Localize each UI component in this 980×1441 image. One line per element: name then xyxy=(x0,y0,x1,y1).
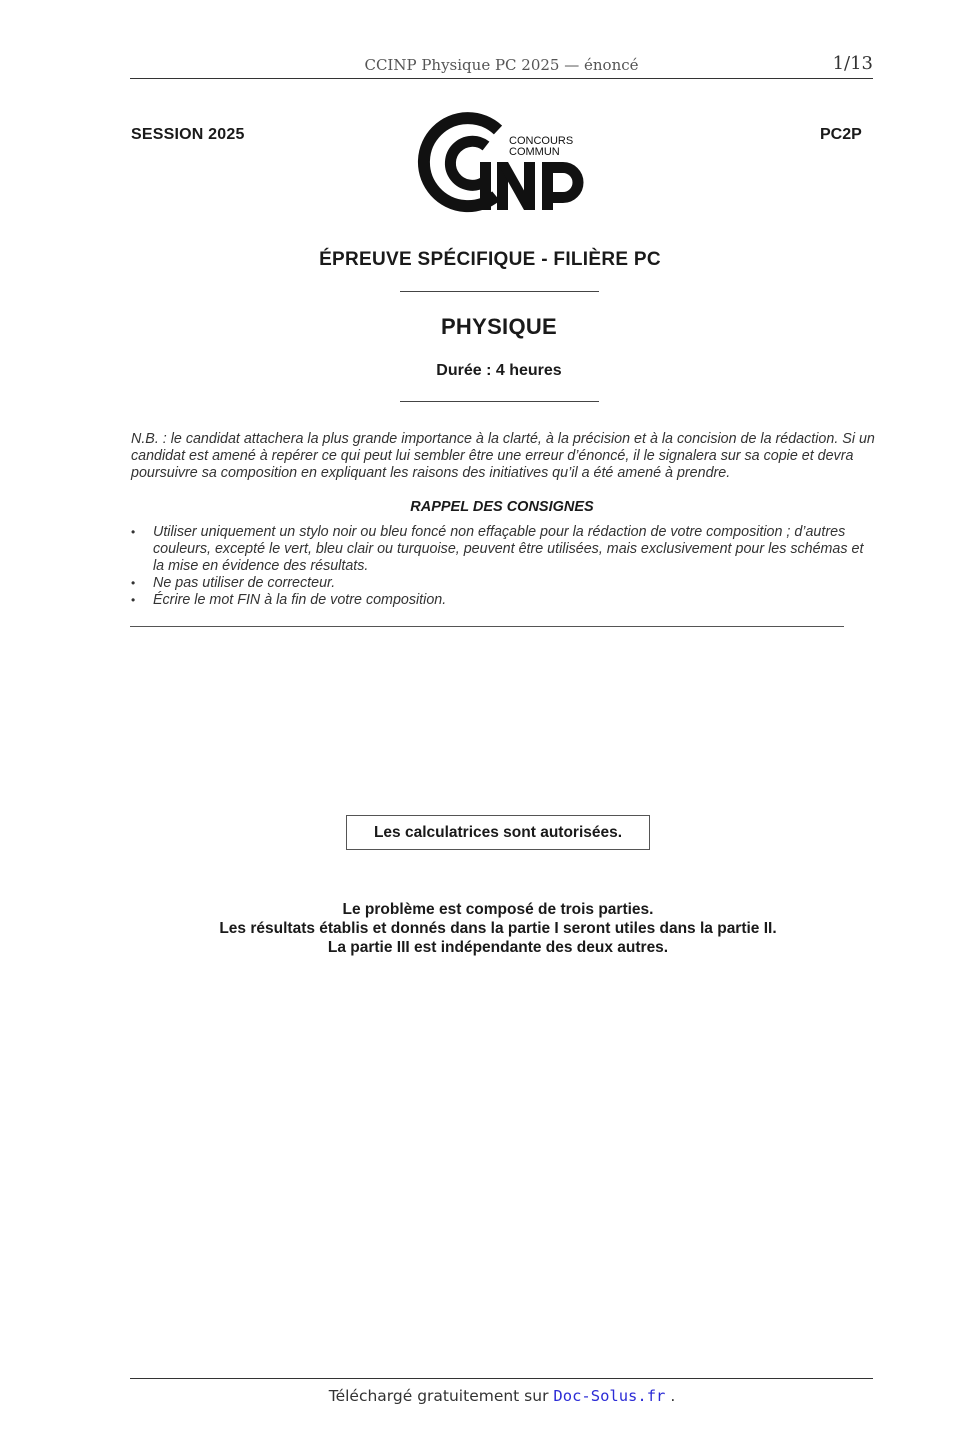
subject-title: PHYSIQUE xyxy=(440,314,558,339)
footer-link[interactable]: Doc-Solus.fr xyxy=(553,1387,666,1405)
nb-notice: N.B. : le candidat attachera la plus grande importance à la clarté, à la précision et à la concision de la rédaction. Si un candidat est amené à repérer ce qui peut lui sembler être une erreur d’énoncé, il le signalera sur sa copie et devra poursuivre sa composition en expliquant les raisons des initiatives qu’il a été amené à prendre. xyxy=(131,431,875,481)
duration: Durée : 4 heures xyxy=(436,362,562,379)
rules-end-rule xyxy=(130,626,844,627)
footer xyxy=(0,1387,980,1405)
title-separator xyxy=(400,291,599,292)
footer-suffix: . xyxy=(670,1387,676,1405)
ccinp-logo-graphic xyxy=(410,108,590,218)
problem-description xyxy=(0,900,980,957)
rules-list xyxy=(131,524,876,609)
footer-prefix: Téléchargé gratuitement sur xyxy=(328,1387,549,1405)
problem-line: Les résultats établis et donnés dans la partie I seront utiles dans la partie II. xyxy=(219,920,777,937)
epreuve-title: ÉPREUVE SPÉCIFIQUE - FILIÈRE PC xyxy=(319,249,661,270)
problem-line: Le problème est composé de trois parties. xyxy=(342,901,654,918)
exam-code: PC2P xyxy=(820,126,862,143)
page-number: 1/13 xyxy=(832,53,873,74)
logo-line1: CONCOURS xyxy=(509,135,574,147)
duration-separator xyxy=(400,401,599,402)
rule-item: • Ne pas utiliser de correcteur. xyxy=(131,575,876,592)
footer-rule xyxy=(130,1378,873,1379)
running-head: CCINP Physique PC 2025 — énoncé xyxy=(364,56,639,74)
rappel-title: RAPPEL DES CONSIGNES xyxy=(410,499,594,515)
calculators-notice: Les calculatrices sont autorisées. xyxy=(346,815,650,850)
header-rule xyxy=(130,78,873,79)
ccinp-logo xyxy=(410,108,590,218)
problem-line: La partie III est indépendante des deux autres. xyxy=(327,939,669,956)
logo-line2: COMMUN xyxy=(509,146,560,158)
rule-item: • Écrire le mot FIN à la fin de votre composition. xyxy=(131,592,876,609)
session-label: SESSION 2025 xyxy=(131,126,245,143)
rule-item: • Utiliser uniquement un stylo noir ou bleu foncé non effaçable pour la rédaction de votre composition ; d’autres couleurs, excepté le vert, bleu clair ou turquoise, peuvent être utilisées, mais exclusivement pour les schémas et la mise en évidence des résultats. xyxy=(131,524,876,575)
